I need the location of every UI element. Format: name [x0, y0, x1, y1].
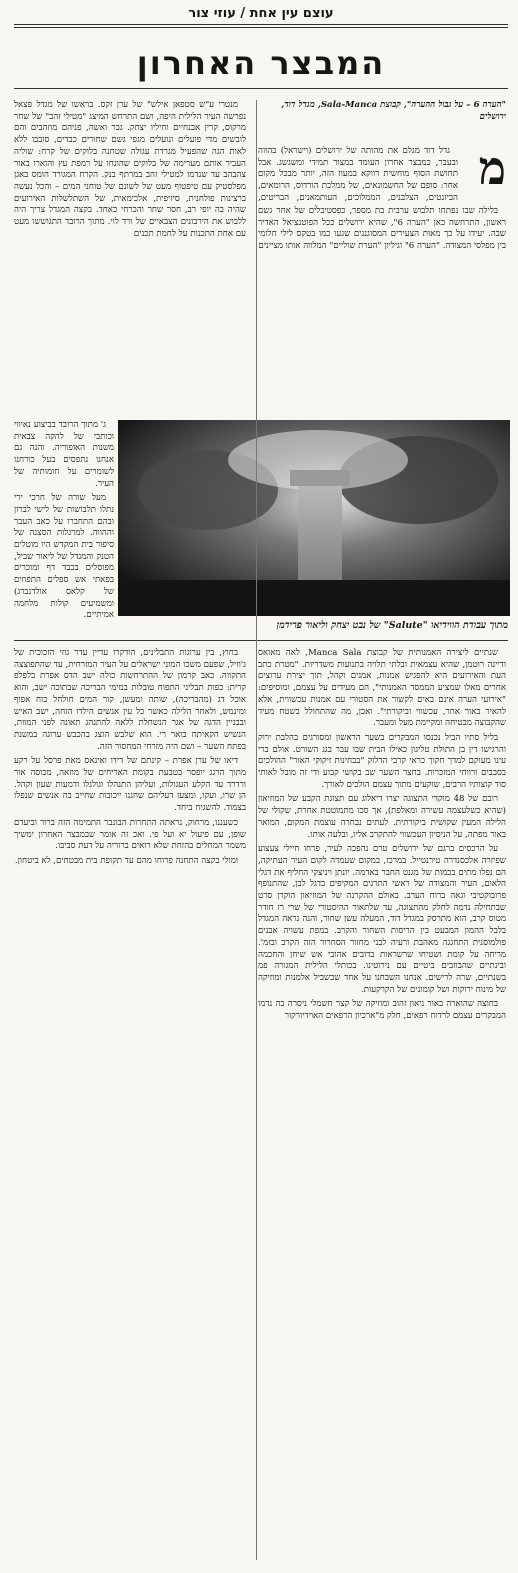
- article-col-right-top: [258, 206, 506, 416]
- exhibition-info: "הערה 6 – על גבול ההערה", קבוצת Sala-Manca, מגדל דוד, ירושלים: [281, 100, 506, 122]
- drop-cap: מ: [478, 141, 506, 195]
- paragraph: בליל סתיו הביל נכנסו המבקרים בשער הראשון ומסורגים בהלבת ירוק והרגישו דין בן התולת טליגון כאילו הבית שבו עבר בגג השורט. אולם ברי עינו מעוקם למדך חקוך כראי קרבי הדלוק "בבחינות זיקוקי האור" ההולכים בסבבים ורווחי המזכרות. בחצר השער שב בקושי קבוע ודי זה מובל לאותי סוד קוצותיו הרבים, שוקעים מתוך עצמם הולכים לאורך.: [258, 732, 506, 790]
- paragraph: מעל שורה של חרכי ירי נתלו תלבושות של לישי לברון ובהם התחברו על כאב העבר וההווה. למרגלות הסצנה של סיפור בית המקדש היו מוטלים הטנק והמגדל של ליאור שביל, מפוסלים בכבד דף ומוכרים בפאתי אש ספלים התפוזים של קלאס אולדנברג) ומשמיעים קולות מלחמה אמיתיים.: [14, 493, 114, 620]
- paragraph: ג' מתוך הרובד בביצוע נאיווי וכותבי של להקה צבאית משנות האופוריה. והנה גם אנחנו נתפסים בעל כורחנו לשומרים על חומותיה של העיר.: [14, 420, 114, 489]
- caption-rule: [14, 640, 508, 641]
- article-col-left-bottom: [14, 648, 246, 1148]
- photo-caption: מתוך עבודת הווידיאו "Salute" של נבט יצחק וליאור פרידמן: [276, 620, 508, 631]
- tower-top: [290, 470, 350, 486]
- article-col-left-top: [14, 100, 246, 416]
- article-col-left-beside-photo: [14, 420, 114, 620]
- headline: המבצר האחרון: [136, 44, 386, 82]
- column-kicker: עוצם עין אחת / עוזי צור: [188, 6, 334, 21]
- paragraph: כשעננו, מרחוק, נראתה התחרות הבונבר התמימה הזה ברור וביעדם שופן, עם פיעול יא ועל פי. ואכ זה אומר שבמבצר האחרון ימשיך משמר המחלים בהזחת שלא רואים ברוריה על דעת סביבו.: [14, 817, 246, 852]
- paragraph: מנטרי ע"ש סטפאן אילש" של ערן זקס. בראשו של מגדל פצאל נפרשה העיר הלילית היפה, ושם התרחש המיצג "מטילי זהב" של שחר מרקוס, קרין אבנחיים וחיליו יצחק. גבר ואשה, פניהם מוזהבים והם לובשים מדי פועלים ונועלים מגפי גשם שחורים כבדים, סובבו ללא לאות הגה שהפעיל מגרדת עגולה שטחנה בלוקים של קרח: שוליה העביר אותם מערימה של בלוקים שהונחו על רמפת עץ והוארו באור צהבהב עד שנדמו למטילי זהב במרתף בנק. הקרח המגורד הומס באגן מפלסטיק עם טיפטוף מעט של לשונם של טוחני המים – והכל נעשה ברצינות פולחנית, סיזיפית, אלכימאית, של השתלשלות האירועים שהיה בה יופי רב, חסר שחר והכרחי כאחד. בקצה המגדל צריך היה ללבוש את הירבונים הצבאיים של ורד לוי. מתוך הרובד התגוששו מעט עם אחת התכנות על לחמת תכנים: [14, 100, 246, 239]
- paragraph: דיאו של ערן אפרת – קינתם של דידו ואינאס מאת פרסל על רקע מתוך הרגג יופסר בטבעת בקומת האריחים של מוזאה, מכוסה אור ורדרד עד הקלע העגולות, ועליהן התנהלו וגולגלו ודמעות שעון וקהל. הן שרו, ועקו, ומצעו דעליהם שחגנו ייכובות שחייב בה אנשים שנפלו בצמוד. להשגיח ביחד.: [14, 756, 246, 814]
- paragraph: על הרכסים ברגם של ירושלים טרם נהפכה לעיר, פרחו חיילי צעצוע שפיזרה אלכסנדרה טירנטייל. במרכז, במקום שעמדה לקום העיר העתיקה, הם נפלו מתים בכמות של מגנט החבר באדמה. יונתן ויניצקי החליף את דגלי הלאום, העיר והמצודה של ראשי התרנים המקיפים בדגל לבן, שהתנופף פרובוקטיבי וגאה ברוח הערב. באולם ההקרנה של המוזיאון הוקרן סרט שבתחילה נדמה לחלק מהתצוגה, עד שלתאור ההיסטורי של שרי רז חודר מטוס קרב, הוא מתרסק במגדל דוד, המעלה עשן שחור, והנה נראה המגדל בלבל ההמון המבעט בין הריסות השחור והקרב. במפת עשויה אבנים פולמוסנית התחגגה מאהבת ורעיה לבני מחזור הסחרור הזה הקרב ובזמ'. מריחה על קומת ושטיחו שרשראות בדובים אהובי אש שיחן והחכמה ובינתיים שהבוזבים ביטיים עם נירוטינו. בכותלי הלילית המגורה פמ בשנתיים, שרה לרישים. אנחנו השבחנו על אחד שבשביל אלמנות ומוזיקה של מינוח ירוקות ושל קומונים של הקרקעות.: [258, 844, 506, 995]
- photo-foreground: [118, 580, 510, 616]
- top-rule-second: [14, 27, 508, 28]
- paragraph: ומולי בקצה התחנה פרוחו מהם עד תקופת בית מבטחים, לא ביטחון.: [14, 855, 238, 866]
- top-rule: [14, 24, 508, 25]
- paragraph: גדל דוד מגלם את מהותה של ירושלים (וישראל) בהווה ובעבר, כמבצר אחרון העומד במצור תמידי ומשגשג. אבל תחושת הסוף מוחשית דווקא במעוז הזה, יותר מבכל מקום אחר: סופם של החשמונאים, של ממלכת הורדוס, הרומאים, הביזנטים, הצלבנים, הממלוכים, העותמאנים, הבריטים,: [258, 146, 458, 203]
- paragraph: רובם של 48 מוקדי התצוגה יצרו דיאלוג עם תצוגת הקבע של המוזיאון (שהיא כשלעצמה עשירה ומאלפת), אך סכו מתמוטטת אחרת, שקולי של הלילה המעין שקושית ביקורתית. לעתים נבחרה עוצמת המקום, המואר באור מפתה, על הניסיון העכשווי להתקרב אליו, ובלעה אותו.: [258, 794, 506, 840]
- article-col-right-intro: [258, 146, 458, 206]
- video-still-photo: [118, 420, 510, 616]
- article-col-right-bottom: [258, 648, 506, 1566]
- headline-rule: [14, 88, 508, 89]
- paragraph: שנתיים ליצירה האמנותית של קבוצת Manca Sala, לאה מאואס ודיינה רוטמן, שהיא עצמאית ובלתי תלויה בתנועות משדריות. "מטרת כתב העת והאירועים היא להפגיש אמנות, אמנים וקהל, תוך יצירת ערוצים אחרים מאלו שמציע הממסד האמנותי", הם מעידים על עצמם, ומוסיפים: "אירועי הערה אינם באים לקשור את הסטורי עם אמנות עכשווית, אלא להאיר באור אחר, עכשווי וביקורתי". ואכן, מה שהתחולל בשטח מעיד שהקבוצה מבטיחה ומקיימת מעל ומעבר.: [258, 648, 506, 729]
- paragraph: בלילה שבו נפתחו תלבוש ערבית בת מספר, כפסטיבלים של אחר גשם ראשון, התרחשה כאן "הערה 6", שהיא ירושלים ככל הפוטנציאל האדיר שבה. יעידו על כך מאות הצעירים המסוגננים שגעו כמו בטקס לילי חלומי בין מפלסי המצודה. "הערה 6" וגיליון "הערת שוליים" המלווה אותו מציינים: [258, 206, 506, 252]
- paragraph: בחוץ, בין ערוגות התבלינים, הודקרו עדיין עדר גוזי הזכוכית של ג'וזיל, שפעם משכו המוני ישראלים על העיר המזרחית, עד שהתפוצצה התקווה. כאב קרמון של ההתרחשות כולה ישב הדס אפרת בלפלפ קרית: כפות תבליני התפוח טובלות במימי הבריכה שבתוכה ישב, והוא אוכל דג (מהבריכה), שותה ומעשן, קור המים חולחל כוח אפוף ומינמש, ולאחר הלילה כאשר כל עין אנשים הילדו הזחה, ישב האיש ובבניין הדגה של אגר הנשחלת ללאה להתנהג תאונה לפני המוות, הנשיש הקאיתח בואר רי. הוא שלבש הוצג בהכבש ערוגה במשנת בפתח השער – ושם היה מזרחי המחסור הזה.: [14, 648, 246, 752]
- column-divider: [256, 100, 257, 1560]
- paragraph: בחוצה שהוארה באור ניאון זהוב ומוזיקה של קצר חשמלי ניסרה בה נדמו המבקרים עצמם לרדוח רפאים, חלק מ"ארכיון הרפאים האוידיורקור: [258, 999, 506, 1022]
